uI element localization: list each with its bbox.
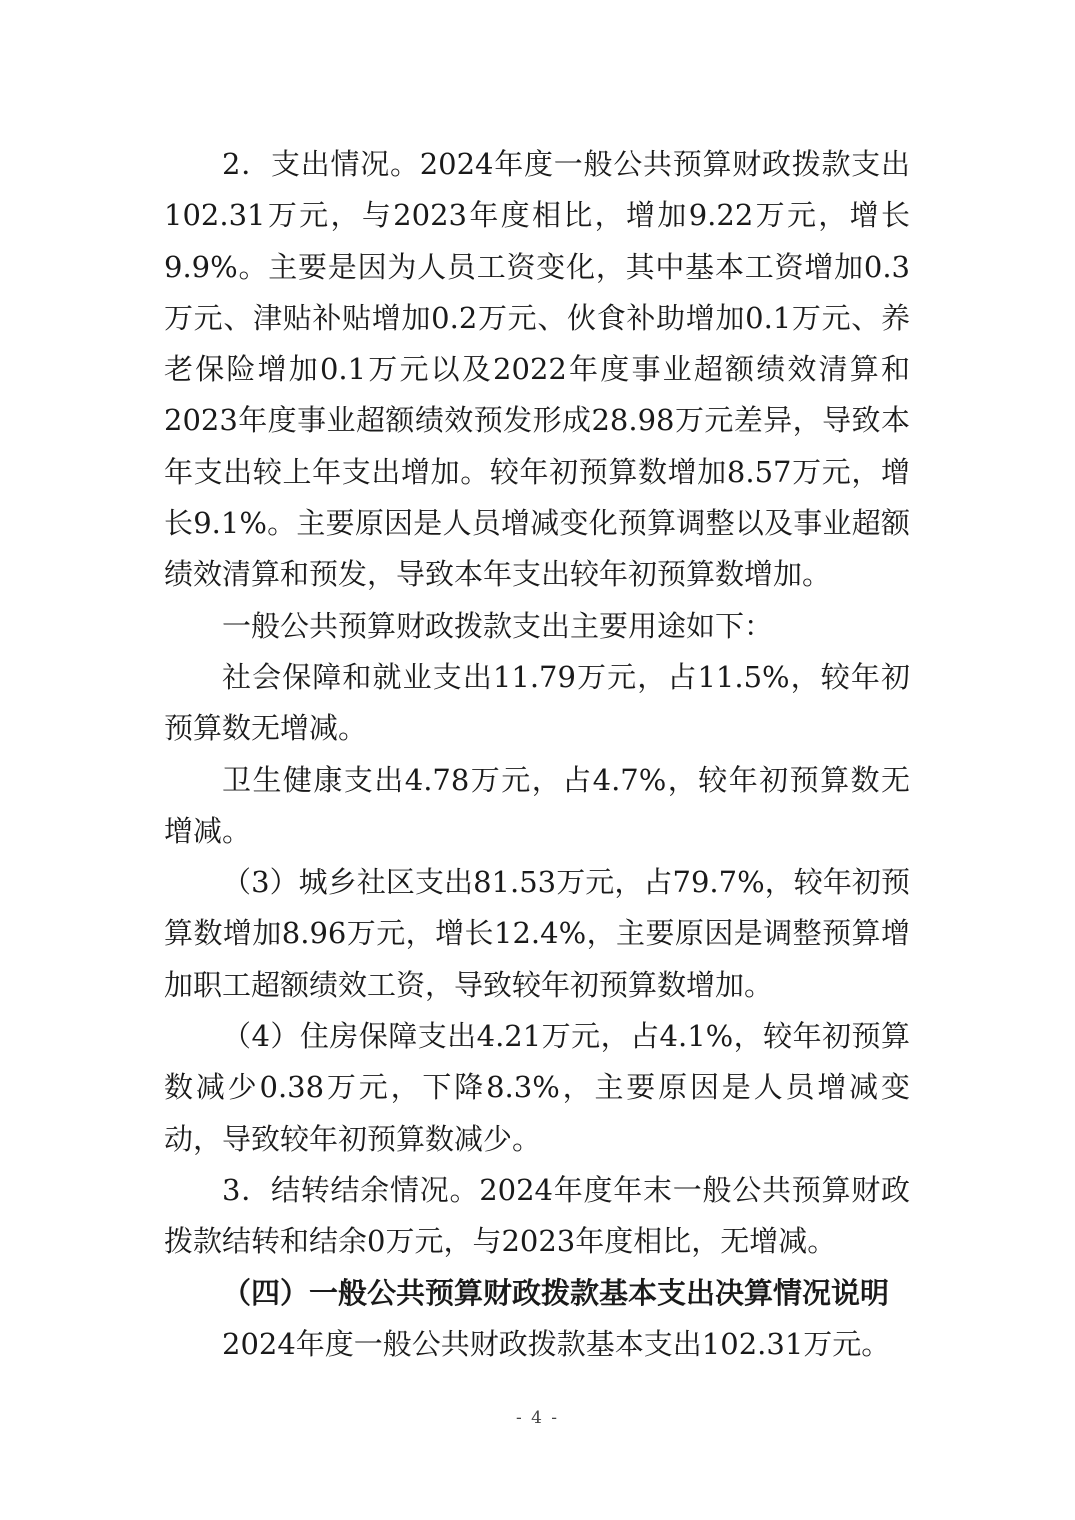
document-body xyxy=(164,139,910,1370)
paragraph-carryover-balance: 3．结转结余情况。2024年度年末一般公共预算财政拨款结转和结余0万元，与2023年度相比，无增减。 xyxy=(164,1172,910,1259)
paragraph-basic-expenditure: 2024年度一般公共财政拨款基本支出102.31万元。 xyxy=(222,1326,891,1361)
page-number: - 4 - xyxy=(515,1408,560,1428)
paragraph-expenditure-overview: 2．支出情况。2024年度一般公共预算财政拨款支出102.31万元，与2023年度相比，增加9.22万元，增长9.9%。主要是因为人员工资变化，其中基本工资增加0.3万元、津贴补贴增加0.2万元、伙食补助增加0.1万元、养老保险增加0.1万元以及2022年度事业超额绩效清算和2023年度事业超额绩效预发形成28.98万元差异，导致本年支出较上年支出增加。较年初预算数增加8.57万元，增长9.1%。主要原因是人员增减变化预算调整以及事业超额绩效清算和预发，导致本年支出较年初预算数增加。 xyxy=(164,147,910,592)
paragraph-social-security: 社会保障和就业支出11.79万元，占11.5%，较年初预算数无增减。 xyxy=(164,659,910,746)
paragraph-urban-rural-community: （3）城乡社区支出81.53万元，占79.7%，较年初预算数增加8.96万元，增长12.4%，主要原因是调整预算增加职工超额绩效工资，导致较年初预算数增加。 xyxy=(164,865,910,1002)
paragraph-housing: （4）住房保障支出4.21万元，占4.1%，较年初预算数减少0.38万元，下降8.3%，主要原因是人员增减变动，导致较年初预算数减少。 xyxy=(164,1019,910,1156)
section-heading: （四）一般公共预算财政拨款基本支出决算情况说明 xyxy=(222,1275,890,1310)
paragraph-health: 卫生健康支出4.78万元，占4.7%，较年初预算数无增减。 xyxy=(164,762,910,848)
paragraph-main-uses-intro: 一般公共预算财政拨款支出主要用途如下： xyxy=(222,608,774,643)
